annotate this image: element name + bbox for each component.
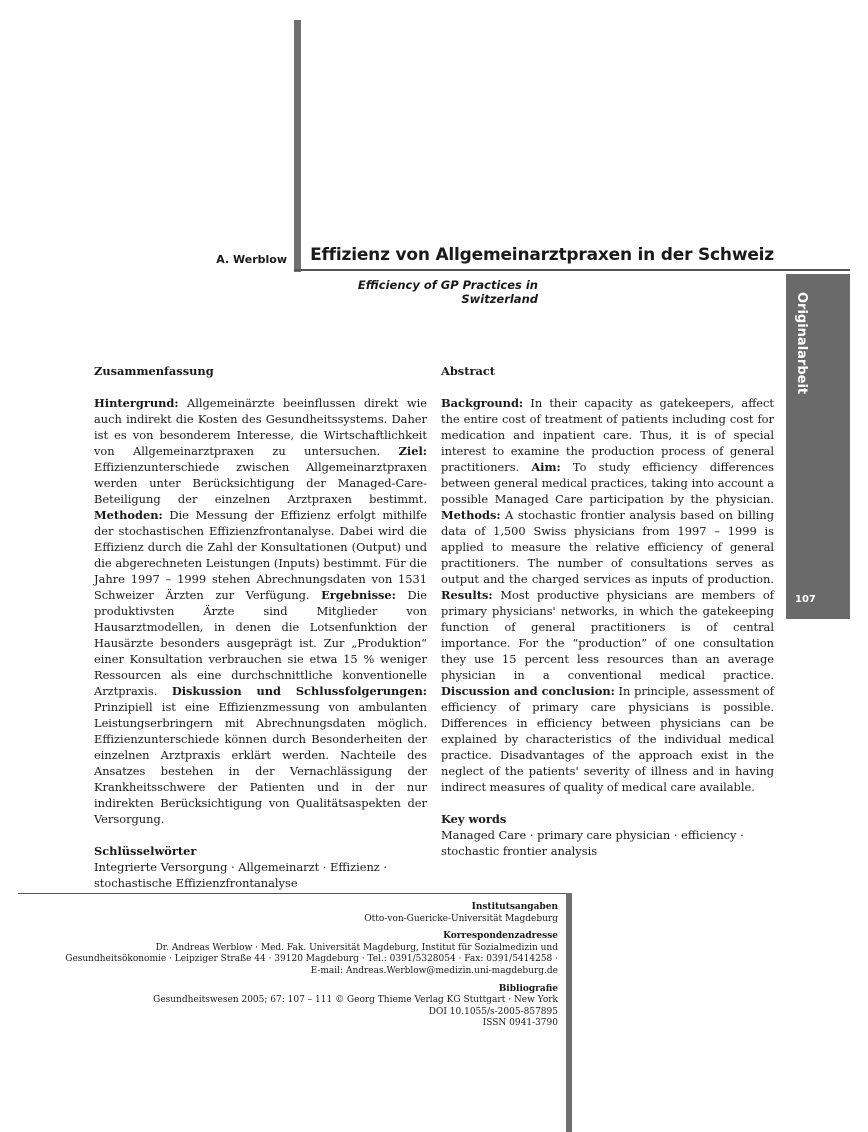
- ergebnisse-text: Die produktivsten Ärzte sind Mitglieder von Hausarztmodellen, in denen die Lotsenfunktion der Hausärzte besonders ausgeprägt ist. Zur „Produktion“ einer Konsultation verbrauchen sie etwa 15 % weniger Ressourcen als eine durchschnittliche konventionelle Arztpraxis.: [94, 588, 427, 698]
- background-label: Background:: [441, 396, 524, 410]
- methoden-text: Die Messung der Effizienz erfolgt mithilfe der stochastischen Effizienzfrontanalyse. Dabei wird die Effizienz durch die Zahl der Konsultationen (Output) und die abgerechneten Leistungen (Inputs) bestimmt. Für die Jahre 1997 – 1999 stehen Abrechnungsdaten von 1531 Schweizer Ärzten zur Verfügung.: [94, 508, 427, 602]
- aim-text: To study efficiency differences between general medical practices, taking into account a possible Managed Care participation by the physician.: [441, 460, 775, 506]
- diskussion-text: Prinzipiell ist eine Effizienzmessung von ambulanten Leistungserbringern mit Abrechnungsdaten möglich. Effizienzunterschiede können durch Besonderheiten der einzelnen Arztpraxis erklärt werden. Nachteile des Ansatzes bestehen in der Vernachlässigung der Krankheitsschwere der Patienten und in der nur indirekten Berücksichtigung von Qualitätsaspekten der Versorgung.: [94, 700, 427, 826]
- aim-label: Aim:: [531, 460, 561, 474]
- ergebnisse-label: Ergebnisse:: [321, 588, 396, 602]
- correspondence-line-1: Dr. Andreas Werblow · Med. Fak. Universität Magdeburg, Institut für Sozialmedizin und: [155, 942, 558, 953]
- article-title: Effizienz von Allgemeinarztpraxen in der Schweiz: [310, 245, 774, 265]
- bibliography-line-1: Gesundheitswesen 2005; 67: 107 – 111 © Georg Thieme Verlag KG Stuttgart · New York: [153, 995, 558, 1006]
- correspondence-line-2: Gesundheitsökonomie · Leipziger Straße 44 · 39120 Magdeburg · Tel.: 0391/5328054 · Fax: 0391/5414258 ·: [65, 954, 558, 965]
- bibliography-doi: DOI 10.1055/s-2005-857895: [428, 1006, 558, 1017]
- title-rule: [294, 269, 850, 271]
- background-text: In their capacity as gatekeepers, affect the entire cost of treatment of patients including cost for medication and inpatient care. Thus, it is of special interest to examine the production process of general practitioners.: [441, 396, 775, 474]
- hintergrund-label: Hintergrund:: [94, 396, 179, 410]
- info-box: [30, 902, 558, 1030]
- institute-heading: Institutsangaben: [471, 902, 558, 912]
- english-keywords-heading: Key words: [441, 812, 507, 826]
- results-label: Results:: [441, 588, 493, 602]
- english-abstract-body: [441, 395, 774, 795]
- german-abstract-heading: Zusammenfassung: [94, 364, 214, 378]
- institute-text: Otto-von-Guericke-Universität Magdeburg: [364, 913, 558, 924]
- ziel-text: Effizienzunterschiede zwischen Allgemeinarztpraxen werden unter Berücksichtigung der Managed-Care-Beteiligung der einzelnen Arztpraxen bestimmt.: [94, 460, 427, 506]
- article-subtitle: Efficiency of GP Practices in Switzerland: [357, 278, 538, 306]
- diskussion-label: Diskussion und Schlussfolgerungen:: [171, 684, 427, 698]
- section-side-tab: [786, 274, 850, 619]
- discussion-text: In principle, assessment of efficiency of primary care physicians is possible. Differences in efficiency between physicians can be explained by characteristics of the individual medical practice. Disadvantages of the approach exist in the neglect of the patients' severity of illness and in having indirect measures of quality of medical care available.: [441, 684, 774, 794]
- author-name: A. Werblow: [216, 253, 287, 266]
- info-box-vertical-bar: [566, 893, 572, 1132]
- info-box-rule: [18, 893, 571, 894]
- bibliography-issn: ISSN 0941-3790: [482, 1018, 558, 1029]
- hintergrund-text: Allgemeinärzte beeinflussen direkt wie auch indirekt die Kosten des Gesundheitssystems. Daher ist es von besonderem Interesse, die Wirtschaftlichkeit von Allgemeinarztpraxen zu untersuchen.: [94, 396, 428, 458]
- methods-label: Methods:: [441, 508, 501, 522]
- methods-text: A stochastic frontier analysis based on billing data of 1,500 Swiss physicians from 1997 – 1999 is applied to measure the relative efficiency of general practitioners. The number of consultations serves as output and the charged services as inputs of production.: [441, 508, 774, 586]
- title-vertical-bar: [294, 20, 301, 272]
- section-label: Originalarbeit: [794, 292, 809, 395]
- bibliography-heading: Bibliografie: [498, 983, 558, 994]
- english-keywords: Managed Care · primary care physician · efficiency · stochastic frontier analysis: [441, 828, 744, 858]
- correspondence-email: E-mail: Andreas.Werblow@medizin.uni-magdeburg.de: [310, 965, 558, 976]
- german-keywords: Integrierte Versorgung · Allgemeinarzt · Effizienz · stochastische Effizienzfrontanalyse: [94, 860, 388, 890]
- english-abstract: [441, 363, 774, 859]
- german-keywords-heading: Schlüsselwörter: [94, 844, 197, 858]
- results-text: Most productive physicians are members of primary physicians' networks, in which the gatekeeping function of general practitioners is of central importance. For the “production” of one consultation they use 15 percent less resources than an average physician in a conventional medical practice.: [441, 588, 775, 682]
- discussion-label: Discussion and conclusion:: [441, 684, 615, 698]
- correspondence-heading: Korrespondenzadresse: [443, 931, 558, 942]
- german-abstract-body: [94, 395, 427, 827]
- english-abstract-heading: Abstract: [441, 364, 496, 378]
- ziel-label: Ziel:: [398, 444, 427, 458]
- german-abstract: [94, 363, 427, 891]
- page-number: 107: [795, 594, 816, 605]
- methoden-label: Methoden:: [94, 508, 163, 522]
